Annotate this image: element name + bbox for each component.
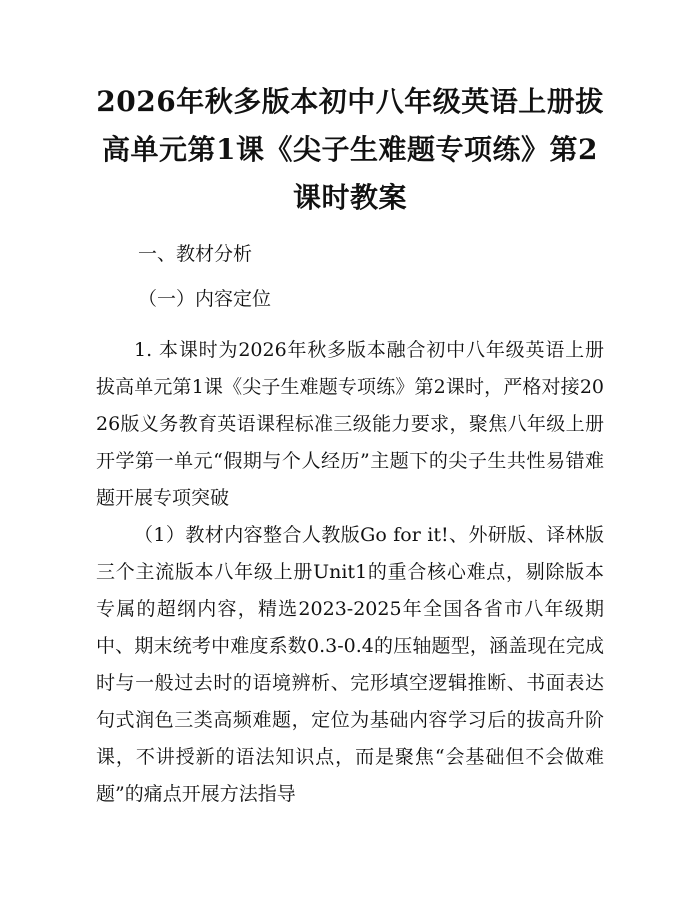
subsection-heading-content-positioning: （一）内容定位 bbox=[138, 288, 272, 310]
paragraph-1: 1. 本课时为2026年秋多版本融合初中八年级英语上册拔高单元第1课《尖子生难题专项练》第2课时，严格对接2026版义务教育英语课程标准三级能力要求，聚焦八年级上册开学第一单元“假期与个人经历”主题下的尖子生共性易错难题开展专项突破 bbox=[96, 339, 604, 509]
section-heading-textbook-analysis: 一、教材分析 bbox=[138, 243, 253, 265]
paragraph-2: （1）教材内容整合人教版Go for it!、外研版、译林版三个主流版本八年级上册Unit1的重合核心难点，剔除版本专属的超纲内容，精选2023-2025年全国各省市八年级期中、期末统考中难度系数0.3-0.4的压轴题型，涵盖现在完成时与一般过去时的语境辨析、完形填空逻辑推断、书面表达句式润色三类高频难题，定位为基础内容学习后的拔高升阶课，不讲授新的语法知识点，而是聚焦“会基础但不会做难题”的痛点开展方法指导 bbox=[96, 524, 604, 805]
document-title: 2026年秋多版本初中八年级英语上册拔高单元第1课《尖子生难题专项练》第2课时教案 bbox=[96, 85, 604, 214]
